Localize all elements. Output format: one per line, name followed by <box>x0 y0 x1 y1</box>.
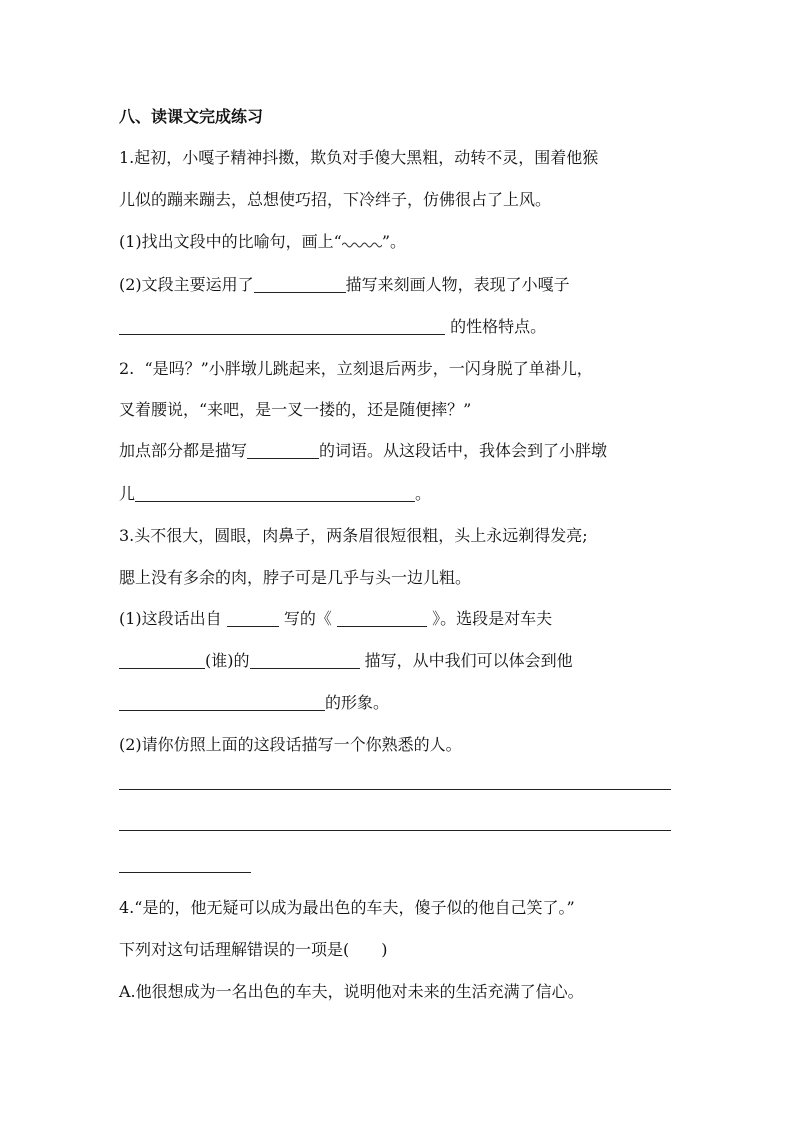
q1-line-1: 1.起初，小嘎子精神抖擞，欺负对手傻大黑粗，动转不灵，围着他猴 <box>119 148 599 167</box>
q3-sub1-part3: 》。选段是对车夫 <box>432 609 553 628</box>
q1-sub2-prefix: (2)文段主要运用了 <box>119 275 254 294</box>
writing-line[interactable] <box>119 872 251 873</box>
q4-option-a: A.他很想成为一名出色的车夫，说明他对未来的生活充满了信心。 <box>119 982 584 1001</box>
q3-sub1-line2-part2: 描写，从中我们可以体会到他 <box>364 651 573 670</box>
answer-blank[interactable] <box>119 652 205 669</box>
answer-blank[interactable] <box>247 442 319 459</box>
q3-sub1-line3-suffix: 的形象。 <box>325 693 390 712</box>
q1-sub2-line2-suffix: 的性格特点。 <box>445 317 547 336</box>
answer-blank[interactable] <box>119 318 445 335</box>
q2-line-3 <box>119 441 607 461</box>
q2-line4-prefix: 儿 <box>119 484 136 503</box>
answer-blank[interactable] <box>254 276 346 293</box>
q1-line-2: 儿似的蹦来蹦去，总想使巧招，下冷绊子，仿佛很占了上风。 <box>119 190 552 209</box>
q3-sub1-line2-part1: (谁)的 <box>205 651 250 670</box>
answer-blank[interactable] <box>227 610 279 627</box>
q2-line-2: 叉着腰说，“来吧，是一叉一搂的，还是随便摔？” <box>119 400 472 419</box>
wavy-underline-mark <box>342 239 382 249</box>
q1-sub2-suffix: 描写来刻画人物，表现了小嘎子 <box>345 275 570 294</box>
q1-sub2-line-2 <box>119 317 546 337</box>
writing-line[interactable] <box>119 789 671 790</box>
q3-sub1-part2: 写的《 <box>283 609 332 628</box>
answer-blank[interactable] <box>135 485 415 502</box>
q2-line3-prefix: 加点部分都是描写 <box>119 441 248 460</box>
answer-blank[interactable] <box>250 652 360 669</box>
q2-line-4 <box>119 484 431 504</box>
q1-sub1 <box>119 232 406 252</box>
q3-sub1-line-1 <box>119 609 552 629</box>
q1-sub1-suffix: ”。 <box>381 232 407 251</box>
q3-sub1-part1: (1)这段话出自 <box>119 609 222 628</box>
q3-sub1-line-2 <box>119 651 573 671</box>
q2-line3-suffix: 的词语。从这段话中，我体会到了小胖墩 <box>319 441 608 460</box>
q4-line-1: 4.“是的，他无疑可以成为最出色的车夫，傻子似的他自己笑了。” <box>119 898 575 917</box>
q3-sub1-line-3 <box>119 693 389 713</box>
q3-line-2: 腮上没有多余的肉，脖子可是几乎与头一边儿粗。 <box>119 568 472 587</box>
q3-line-1: 3.头不很大，圆眼，肉鼻子，两条眉很短很粗，头上永远剃得发亮; <box>119 526 588 545</box>
answer-blank[interactable] <box>337 610 427 627</box>
writing-line[interactable] <box>119 830 671 831</box>
q3-sub2: (2)请你仿照上面的这段话描写一个你熟悉的人。 <box>119 735 462 754</box>
answer-blank[interactable] <box>119 694 325 711</box>
q2-line-1: 2. “是吗？”小胖墩儿跳起来，立刻退后两步，一闪身脱了单褂儿， <box>119 359 593 378</box>
q1-sub1-prefix: (1)找出文段中的比喻句，画上“ <box>119 232 342 251</box>
q4-line-2: 下列对这句话理解错误的一项是( ) <box>119 940 388 959</box>
section-title: 八、读课文完成练习 <box>119 107 264 126</box>
q1-sub2-line-1 <box>119 275 570 295</box>
q2-line4-suffix: 。 <box>415 484 432 503</box>
